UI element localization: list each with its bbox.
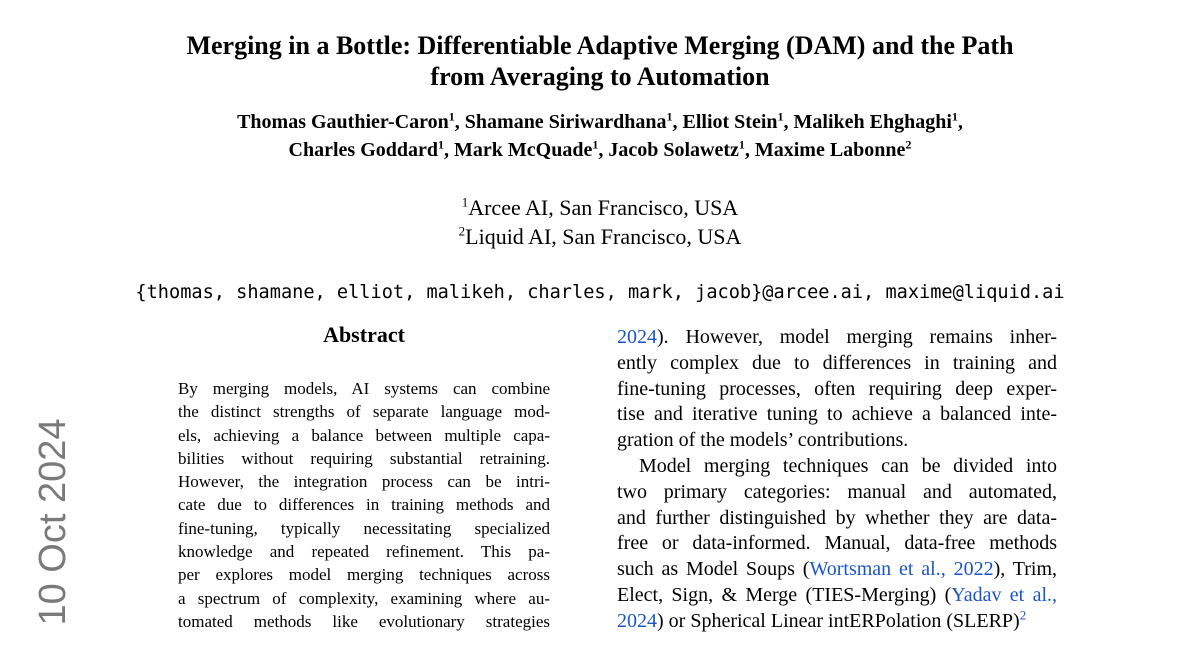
author-affiliation-mark: 1 bbox=[592, 137, 599, 152]
author-separator: , bbox=[454, 111, 465, 133]
abstract-line: By merging models, AI systems can combine bbox=[178, 379, 550, 398]
author-emails: {thomas, shamane, elliot, malikeh, charles, mark, jacob}@arcee.ai, maxime@liquid.ai bbox=[135, 282, 1065, 303]
body-line bbox=[617, 325, 1057, 351]
affiliation-number: 2 bbox=[458, 223, 466, 239]
author-name: Charles Goddard bbox=[288, 139, 439, 161]
citation-link[interactable]: Wortsman et al., 2022 bbox=[809, 558, 994, 581]
author-name: Mark McQuade bbox=[454, 139, 593, 161]
arxiv-date: 10 Oct 2024 bbox=[32, 418, 74, 626]
intro-column bbox=[617, 325, 1057, 635]
abstract-line: knowledge and repeated refinement. This pa- bbox=[178, 542, 550, 562]
body-text: such as Model Soups ( bbox=[617, 558, 810, 581]
author-name: Elliot Stein bbox=[682, 111, 778, 133]
author-name: Thomas Gauthier-Caron bbox=[237, 111, 449, 133]
author-line-1 bbox=[0, 108, 1200, 136]
body-line: two primary categories: manual and automated, bbox=[617, 480, 1057, 503]
abstract-heading: Abstract bbox=[323, 322, 405, 347]
abstract-line: fine-tuning, typically necessitating specialized bbox=[178, 518, 550, 538]
abstract-line: tomated methods like evolutionary strategies bbox=[178, 611, 550, 631]
author-separator: , bbox=[672, 111, 683, 133]
body-line bbox=[617, 583, 1057, 609]
author-separator: , bbox=[957, 111, 963, 133]
abstract-body bbox=[178, 377, 550, 633]
paper-title bbox=[0, 30, 1200, 92]
citation-link[interactable]: Yadav et al., bbox=[951, 583, 1057, 606]
author-affiliation-mark: 1 bbox=[777, 109, 784, 124]
citation-link[interactable]: 2024 bbox=[617, 609, 657, 632]
affiliation-line bbox=[0, 193, 1200, 222]
body-line: tise and iterative tuning to achieve a balanced inte- bbox=[617, 403, 1057, 426]
affiliation-number: 1 bbox=[461, 194, 469, 210]
author-line-2 bbox=[0, 136, 1200, 164]
author-list bbox=[0, 108, 1200, 164]
abstract-line: cate due to differences in training methods and bbox=[178, 495, 550, 515]
affiliations bbox=[0, 193, 1200, 251]
abstract-line: per explores model merging techniques across bbox=[178, 565, 550, 585]
abstract-line: a spectrum of complexity, examining where au- bbox=[178, 588, 550, 608]
body-line bbox=[617, 557, 1057, 583]
author-affiliation-mark: 2 bbox=[905, 137, 912, 152]
author-name: Jacob Solawetz bbox=[608, 139, 739, 161]
author-name: Shamane Siriwardhana bbox=[464, 111, 667, 133]
author-separator: , bbox=[598, 139, 609, 161]
author-separator: , bbox=[783, 111, 794, 133]
author-name: Malikeh Ehghaghi bbox=[793, 111, 952, 133]
footnote-link[interactable]: 2 bbox=[1019, 607, 1027, 623]
author-affiliation-mark: 1 bbox=[438, 137, 445, 152]
body-text: ) or Spherical Linear intERPolation (SLERP) bbox=[657, 609, 1020, 632]
author-affiliation-mark: 1 bbox=[666, 109, 673, 124]
arxiv-stamp bbox=[30, 418, 76, 626]
author-name: Maxime Labonne bbox=[754, 139, 906, 161]
body-line: Model merging techniques can be divided into bbox=[639, 454, 1057, 477]
affiliation-text: Liquid AI, San Francisco, USA bbox=[465, 224, 742, 249]
body-line: free or data-informed. Manual, data-free methods bbox=[617, 532, 1057, 555]
title-line-1: Merging in a Bottle: Differentiable Adaptive Merging (DAM) and the Path bbox=[186, 31, 1014, 60]
abstract-line: els, achieving a balance between multiple capa- bbox=[178, 425, 550, 445]
body-line: gration of the models’ contributions. bbox=[617, 429, 909, 452]
body-text: ), Trim, bbox=[993, 558, 1058, 581]
body-text: Elect, Sign, & Merge (TIES-Merging) ( bbox=[617, 583, 952, 606]
body-text: ). However, model merging remains inher- bbox=[657, 326, 1057, 348]
citation-link[interactable]: 2024 bbox=[617, 326, 657, 348]
body-line bbox=[617, 609, 1057, 635]
author-affiliation-mark: 1 bbox=[448, 109, 455, 124]
title-line-2: from Averaging to Automation bbox=[430, 62, 770, 91]
abstract-line: bilities without requiring substantial retraining. bbox=[178, 448, 550, 468]
author-affiliation-mark: 1 bbox=[951, 109, 958, 124]
abstract-line: However, the integration process can be intri- bbox=[178, 472, 550, 492]
author-separator: , bbox=[444, 139, 455, 161]
author-separator: , bbox=[744, 139, 755, 161]
body-line: and further distinguished by whether they are data- bbox=[617, 506, 1057, 529]
abstract-line: the distinct strengths of separate language mod- bbox=[178, 402, 550, 422]
affiliation-line bbox=[0, 222, 1200, 251]
affiliation-text: Arcee AI, San Francisco, USA bbox=[468, 195, 739, 220]
author-affiliation-mark: 1 bbox=[738, 137, 745, 152]
body-line: ently complex due to differences in training and bbox=[617, 351, 1057, 374]
body-line: fine-tuning processes, often requiring deep exper- bbox=[617, 377, 1057, 400]
